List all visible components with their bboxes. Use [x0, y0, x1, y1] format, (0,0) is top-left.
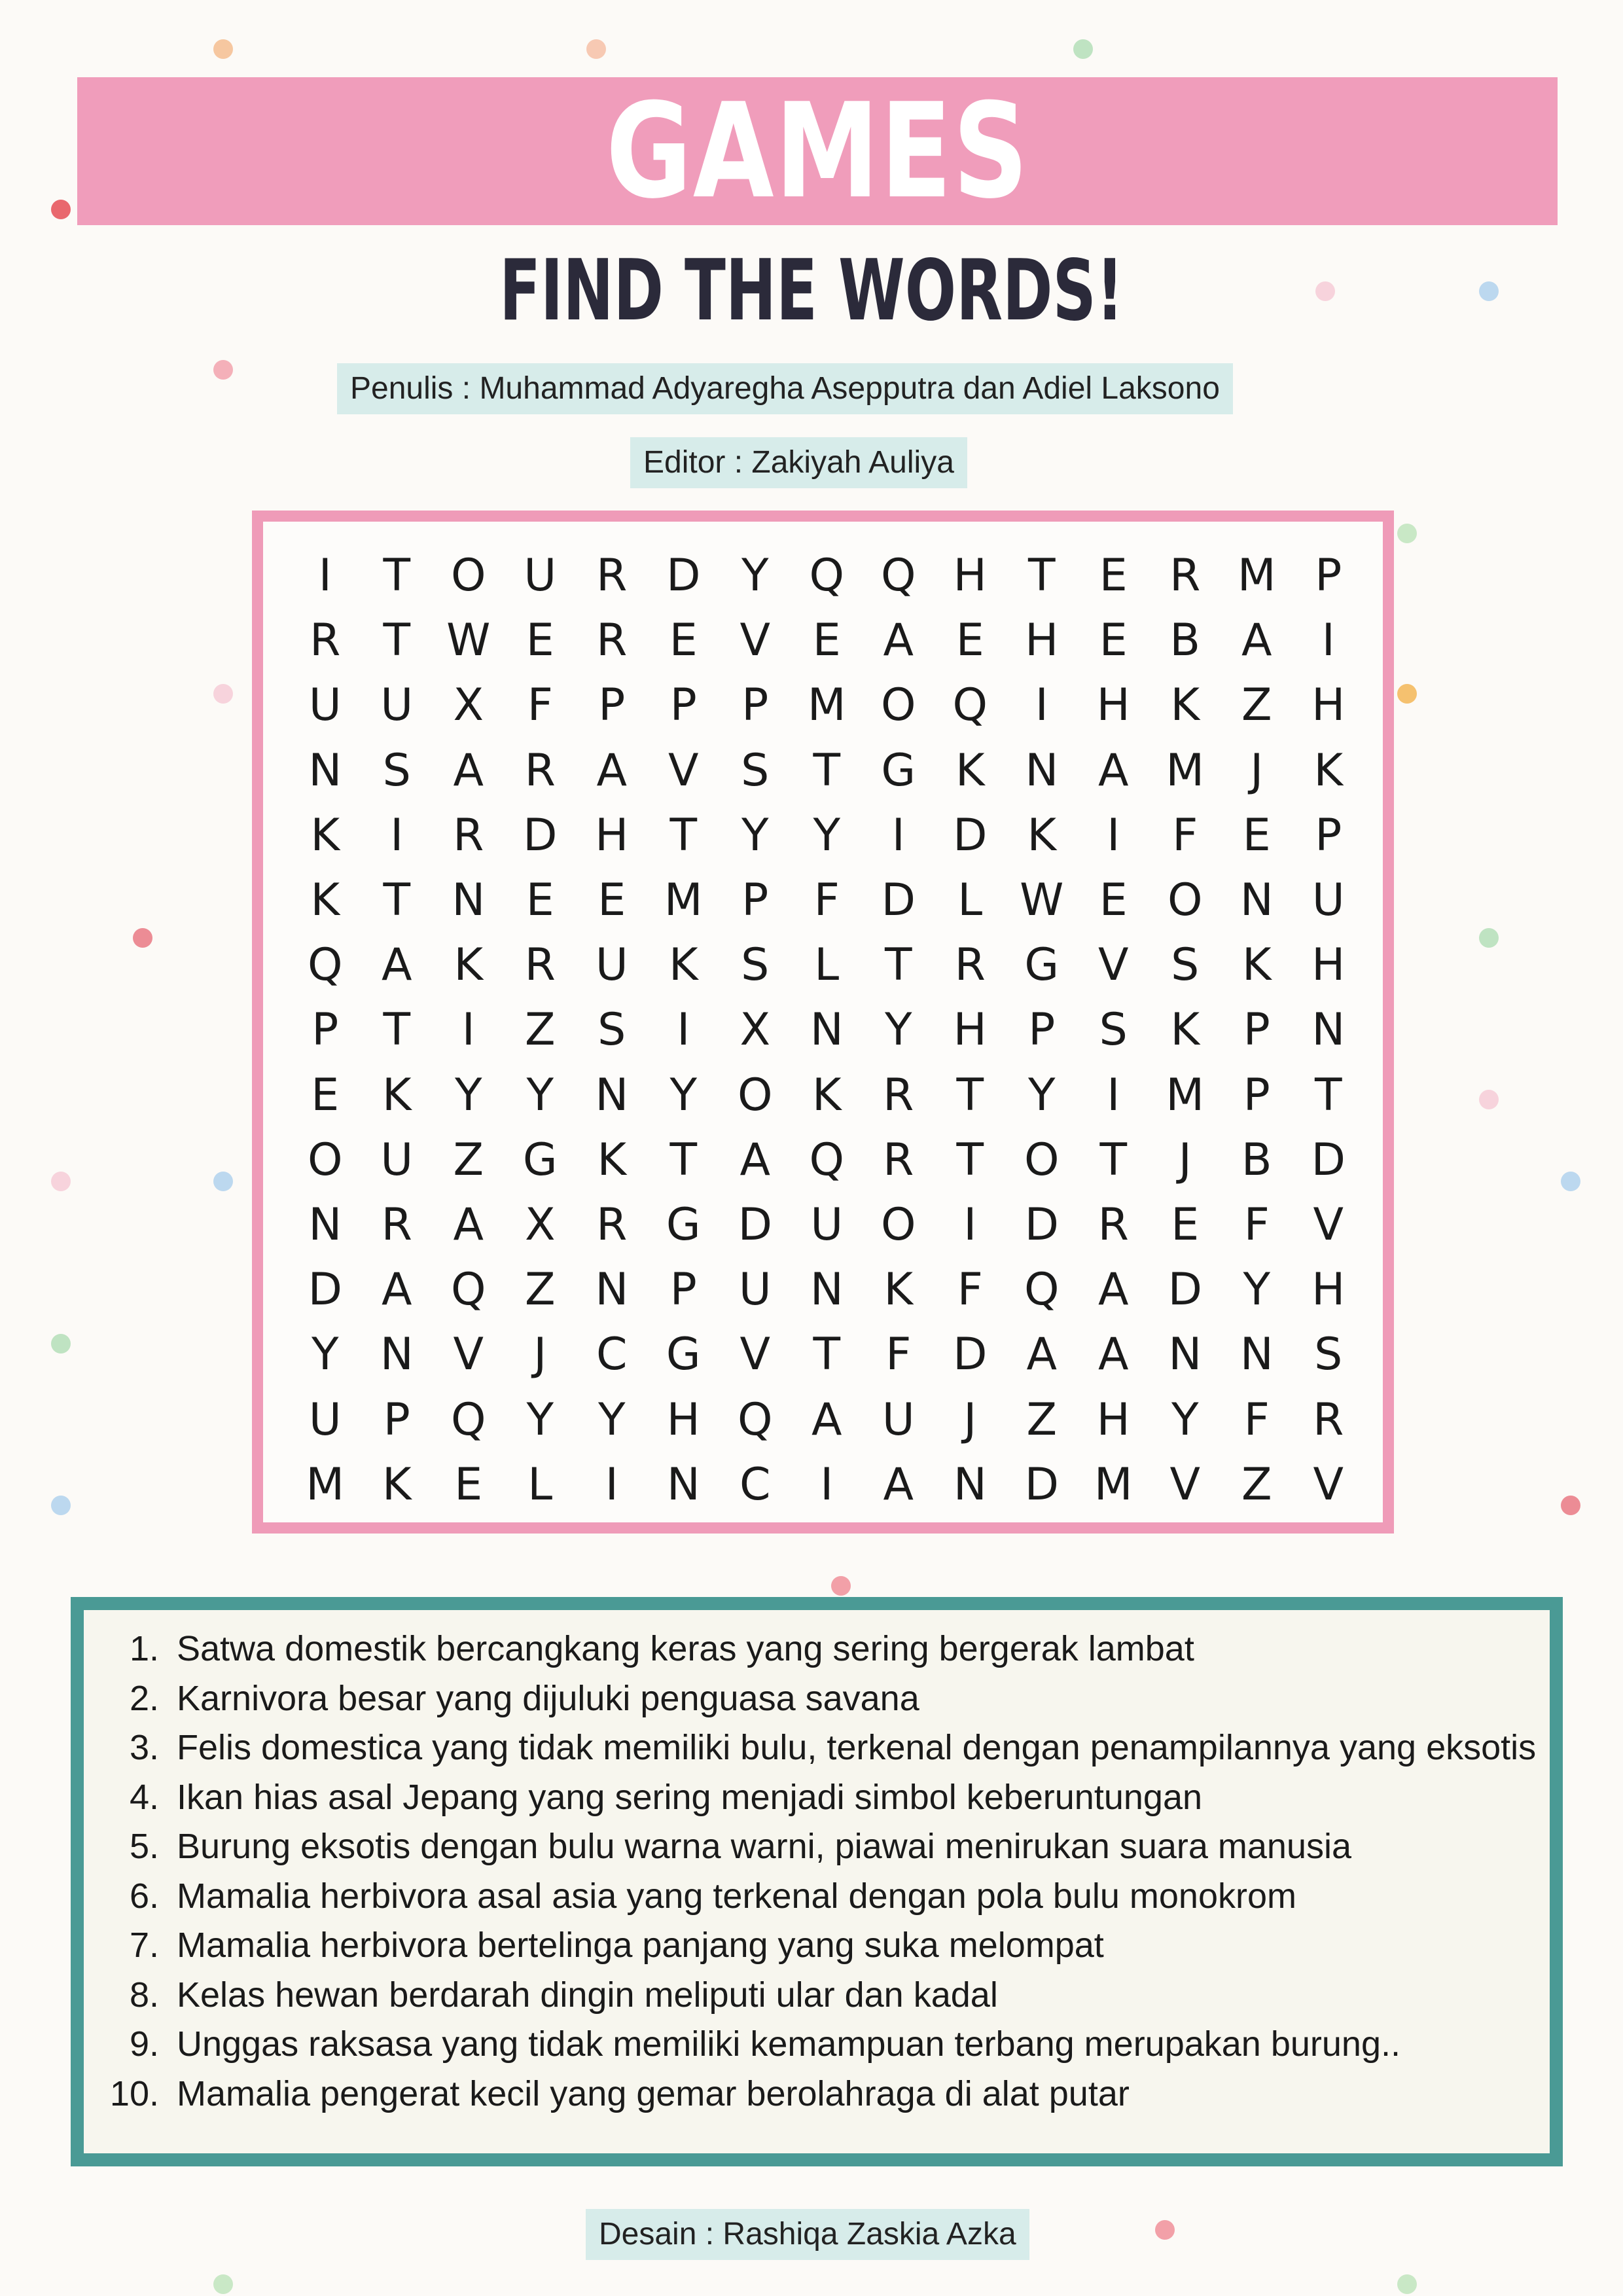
grid-letter[interactable]: D — [953, 809, 988, 861]
grid-letter[interactable]: I — [1107, 1069, 1120, 1121]
grid-letter[interactable]: E — [1099, 550, 1128, 602]
grid-letter[interactable]: B — [1169, 615, 1201, 667]
grid-letter[interactable]: D — [308, 1264, 342, 1316]
grid-letter[interactable]: H — [1311, 939, 1346, 992]
grid-letter[interactable]: Y — [1243, 1264, 1271, 1316]
grid-letter[interactable]: K — [883, 1264, 914, 1316]
grid-letter[interactable]: A — [1097, 1329, 1129, 1381]
grid-letter[interactable]: D — [1311, 1134, 1346, 1186]
grid-letter[interactable]: T — [1099, 1134, 1128, 1186]
grid-letter[interactable]: K — [1170, 679, 1200, 732]
decor-dot — [1155, 2220, 1175, 2240]
grid-letter[interactable]: M — [664, 874, 703, 927]
grid-letter[interactable]: X — [740, 1004, 771, 1056]
grid-letter[interactable]: O — [307, 1134, 343, 1186]
grid-letter[interactable]: Z — [524, 1004, 556, 1056]
grid-letter[interactable]: J — [1250, 744, 1264, 797]
decor-dot — [213, 1172, 233, 1191]
grid-letter[interactable]: P — [669, 1264, 697, 1316]
grid-letter[interactable]: H — [953, 550, 987, 602]
grid-letter[interactable]: F — [813, 874, 840, 927]
grid-letter[interactable]: V — [740, 615, 771, 667]
grid-letter[interactable]: Z — [1026, 1393, 1058, 1446]
grid-letter[interactable]: N — [308, 1198, 342, 1251]
grid-letter[interactable]: W — [1020, 874, 1064, 927]
grid-letter[interactable]: N — [595, 1069, 629, 1121]
grid-letter[interactable]: E — [454, 1458, 483, 1511]
grid-letter[interactable]: I — [318, 550, 332, 602]
grid-letter[interactable]: T — [383, 1004, 411, 1056]
grid-letter[interactable]: I — [461, 1004, 475, 1056]
editor-credit: Editor : Zakiyah Auliya — [630, 437, 967, 488]
grid-letter[interactable]: L — [814, 939, 840, 992]
grid-letter[interactable]: V — [1169, 1458, 1201, 1511]
grid-letter[interactable]: Z — [1241, 679, 1272, 732]
decor-dot — [831, 1576, 851, 1596]
grid-letter[interactable]: C — [740, 1458, 771, 1511]
grid-letter[interactable]: E — [311, 1069, 340, 1121]
grid-letter[interactable]: U — [738, 1264, 772, 1316]
grid-letter[interactable]: T — [669, 809, 698, 861]
grid-letter[interactable]: Y — [813, 809, 841, 861]
grid-letter[interactable]: X — [453, 679, 484, 732]
grid-letter[interactable]: A — [1241, 615, 1272, 667]
grid-letter[interactable]: S — [741, 744, 770, 797]
title-banner — [77, 75, 1558, 228]
grid-letter[interactable]: Z — [453, 1134, 484, 1186]
grid-letter[interactable]: A — [883, 615, 914, 667]
grid-letter[interactable]: H — [1096, 1393, 1130, 1446]
grid-letter[interactable]: J — [963, 1393, 977, 1446]
grid-letter[interactable]: P — [1315, 809, 1342, 861]
grid-letter[interactable]: R — [524, 744, 556, 797]
grid-letter[interactable]: I — [891, 809, 905, 861]
grid-letter[interactable]: P — [1315, 550, 1342, 602]
grid-letter[interactable]: H — [1096, 679, 1130, 732]
decor-dot — [133, 928, 152, 948]
grid-letter[interactable]: Q — [809, 1134, 845, 1186]
grid-letter[interactable]: E — [1171, 1198, 1200, 1251]
grid-letter[interactable]: G — [666, 1198, 701, 1251]
grid-letter[interactable]: T — [383, 615, 411, 667]
grid-letter[interactable]: H — [1311, 1264, 1346, 1316]
grid-letter[interactable]: Y — [1171, 1393, 1199, 1446]
grid-letter[interactable]: A — [1097, 744, 1129, 797]
grid-letter[interactable]: Q — [307, 939, 343, 992]
grid-letter[interactable]: T — [669, 1134, 698, 1186]
grid-letter[interactable]: F — [1172, 809, 1198, 861]
decor-dot — [1479, 928, 1499, 948]
decor-dot — [213, 360, 233, 380]
grid-letter[interactable]: I — [1035, 679, 1048, 732]
grid-letter[interactable]: M — [1237, 550, 1276, 602]
grid-letter[interactable]: L — [527, 1458, 553, 1511]
grid-letter[interactable]: R — [381, 1198, 412, 1251]
grid-letter[interactable]: F — [885, 1329, 912, 1381]
grid-letter[interactable]: N — [595, 1264, 629, 1316]
grid-letter[interactable]: P — [1028, 1004, 1056, 1056]
decor-dot — [1561, 1172, 1580, 1191]
grid-letter[interactable]: I — [390, 809, 404, 861]
grid-letter[interactable]: F — [1243, 1198, 1270, 1251]
grid-letter[interactable]: I — [1321, 615, 1335, 667]
grid-letter[interactable]: N — [1025, 744, 1059, 797]
grid-letter[interactable]: A — [1097, 1264, 1129, 1316]
clue-item: 10. Mamalia pengerat kecil yang gemar berolahraga di alat putar — [169, 2070, 1550, 2119]
grid-letter[interactable]: W — [446, 615, 491, 667]
grid-letter[interactable]: S — [741, 939, 770, 992]
grid-letter[interactable]: C — [596, 1329, 628, 1381]
grid-letter[interactable]: A — [381, 939, 412, 992]
grid-letter[interactable]: J — [533, 1329, 547, 1381]
grid-letter[interactable]: V — [1313, 1458, 1344, 1511]
grid-letter[interactable]: R — [954, 939, 986, 992]
grid-letter[interactable]: T — [813, 744, 841, 797]
grid-letter[interactable]: N — [1168, 1329, 1202, 1381]
grid-letter[interactable]: Y — [454, 1069, 482, 1121]
decor-dot — [1073, 39, 1093, 59]
grid-letter[interactable]: Q — [952, 679, 988, 732]
design-credit: Desain : Rashiqa Zaskia Azka — [586, 2209, 1029, 2260]
grid-letter[interactable]: A — [453, 1198, 484, 1251]
grid-letter[interactable]: K — [310, 874, 340, 927]
grid-letter[interactable]: U — [810, 1198, 844, 1251]
grid-letter[interactable]: E — [526, 615, 554, 667]
grid-letter[interactable]: R — [1313, 1393, 1344, 1446]
grid-letter[interactable]: I — [1107, 809, 1120, 861]
grid-letter[interactable]: R — [310, 615, 341, 667]
grid-letter[interactable]: S — [597, 1004, 626, 1056]
grid-letter[interactable]: A — [453, 744, 484, 797]
grid-letter[interactable]: F — [1243, 1393, 1270, 1446]
grid-letter[interactable]: Y — [526, 1069, 554, 1121]
decor-dot — [1397, 524, 1417, 543]
grid-letter[interactable]: R — [524, 939, 556, 992]
grid-letter[interactable]: B — [1241, 1134, 1272, 1186]
grid-letter[interactable]: R — [596, 1198, 628, 1251]
grid-letter[interactable]: K — [1170, 1004, 1200, 1056]
grid-letter[interactable]: K — [812, 1069, 842, 1121]
grid-letter[interactable]: K — [668, 939, 698, 992]
grid-letter[interactable]: K — [310, 809, 340, 861]
grid-letter[interactable]: I — [605, 1458, 618, 1511]
grid-letter[interactable]: N — [1240, 874, 1274, 927]
clue-item: 6. Mamalia herbivora asal asia yang terkenal dengan pola bulu monokrom — [169, 1872, 1550, 1922]
grid-letter[interactable]: N — [810, 1004, 844, 1056]
grid-letter[interactable]: M — [1094, 1458, 1133, 1511]
grid-letter[interactable]: I — [820, 1458, 834, 1511]
grid-letter[interactable]: M — [807, 679, 846, 732]
grid-letter[interactable]: N — [452, 874, 486, 927]
grid-letter[interactable]: G — [666, 1329, 701, 1381]
writer-credit: Penulis : Muhammad Adyaregha Asepputra dan Adiel Laksono — [337, 363, 1233, 414]
clue-item: 9. Unggas raksasa yang tidak memiliki kemampuan terbang merupakan burung.. — [169, 2020, 1550, 2070]
grid-letter[interactable]: N — [1311, 1004, 1346, 1056]
grid-letter[interactable]: N — [1240, 1329, 1274, 1381]
grid-letter[interactable]: T — [813, 1329, 841, 1381]
clue-item: 3. Felis domestica yang tidak memiliki bulu, terkenal dengan penampilannya yang eksotis — [169, 1723, 1551, 1773]
grid-letter[interactable]: Y — [311, 1329, 339, 1381]
grid-letter[interactable]: G — [1024, 939, 1060, 992]
grid-letter[interactable]: U — [524, 550, 557, 602]
grid-letter[interactable]: E — [1099, 874, 1128, 927]
page-subtitle: FIND THE WORDS! — [499, 242, 1124, 340]
grid-letter[interactable]: P — [383, 1393, 410, 1446]
grid-letter[interactable]: O — [450, 550, 486, 602]
grid-letter[interactable]: Y — [741, 550, 769, 602]
grid-letter[interactable]: K — [955, 744, 985, 797]
grid-letter[interactable]: P — [741, 679, 769, 732]
grid-letter[interactable]: R — [883, 1134, 914, 1186]
grid-letter[interactable]: A — [1026, 1329, 1058, 1381]
grid-letter[interactable]: V — [453, 1329, 484, 1381]
grid-letter[interactable]: Y — [597, 1393, 626, 1446]
grid-letter[interactable]: Q — [450, 1264, 486, 1316]
decor-dot — [1397, 2274, 1417, 2294]
grid-letter[interactable]: K — [1241, 939, 1272, 992]
decor-dot — [213, 39, 233, 59]
decor-dot — [51, 1334, 71, 1354]
grid-letter[interactable]: D — [1024, 1458, 1059, 1511]
grid-letter[interactable]: M — [1166, 744, 1205, 797]
grid-letter[interactable]: Y — [741, 809, 769, 861]
grid-letter[interactable]: Q — [880, 550, 916, 602]
grid-letter[interactable]: Q — [1024, 1264, 1060, 1316]
grid-letter[interactable]: L — [957, 874, 983, 927]
grid-letter[interactable]: A — [811, 1393, 842, 1446]
grid-letter[interactable]: Q — [809, 550, 845, 602]
grid-letter[interactable]: X — [524, 1198, 556, 1251]
grid-letter[interactable]: V — [1097, 939, 1129, 992]
grid-letter[interactable]: P — [312, 1004, 339, 1056]
decor-dot — [1479, 281, 1499, 301]
grid-letter[interactable]: P — [741, 874, 769, 927]
grid-letter[interactable]: I — [963, 1198, 977, 1251]
grid-letter[interactable]: I — [677, 1004, 690, 1056]
word-search-grid — [289, 543, 1364, 1517]
grid-letter[interactable]: P — [669, 679, 697, 732]
grid-letter[interactable]: Y — [1027, 1069, 1056, 1121]
grid-letter[interactable]: S — [1171, 939, 1200, 992]
grid-letter[interactable]: A — [883, 1458, 914, 1511]
grid-letter[interactable]: R — [883, 1069, 914, 1121]
grid-letter[interactable]: A — [381, 1264, 412, 1316]
grid-letter[interactable]: P — [598, 679, 626, 732]
decor-dot — [213, 2274, 233, 2294]
grid-letter[interactable]: S — [1099, 1004, 1128, 1056]
grid-letter[interactable]: E — [669, 615, 698, 667]
decor-dot — [1561, 1496, 1580, 1515]
grid-letter[interactable]: V — [668, 744, 699, 797]
grid-letter[interactable]: G — [522, 1134, 558, 1186]
grid-letter[interactable]: U — [1311, 874, 1345, 927]
grid-letter[interactable]: K — [1027, 809, 1057, 861]
grid-letter[interactable]: K — [597, 1134, 627, 1186]
page-title: GAMES — [605, 75, 1029, 228]
grid-letter[interactable]: A — [596, 744, 628, 797]
grid-letter[interactable]: Q — [737, 1393, 773, 1446]
grid-letter[interactable]: K — [382, 1069, 412, 1121]
clue-item: 4. Ikan hias asal Jepang yang sering menjadi simbol keberuntungan — [169, 1773, 1550, 1823]
grid-letter[interactable]: V — [1313, 1198, 1344, 1251]
grid-letter[interactable]: H — [1311, 679, 1346, 732]
grid-letter[interactable]: Z — [524, 1264, 556, 1316]
grid-letter[interactable]: R — [596, 550, 628, 602]
grid-letter[interactable]: U — [308, 679, 342, 732]
grid-letter[interactable]: U — [380, 679, 414, 732]
grid-letter[interactable]: E — [955, 615, 984, 667]
grid-letter[interactable]: O — [880, 1198, 916, 1251]
grid-letter[interactable]: E — [1099, 615, 1128, 667]
clue-list — [84, 1624, 1550, 2119]
grid-letter[interactable]: M — [1166, 1069, 1205, 1121]
grid-letter[interactable]: D — [953, 1329, 988, 1381]
grid-letter[interactable]: U — [308, 1393, 342, 1446]
grid-letter[interactable]: Y — [669, 1069, 698, 1121]
grid-letter[interactable]: D — [881, 874, 916, 927]
grid-letter[interactable]: F — [527, 679, 553, 732]
grid-letter[interactable]: O — [1167, 874, 1203, 927]
grid-letter[interactable]: H — [595, 809, 629, 861]
grid-letter[interactable]: R — [453, 809, 484, 861]
grid-letter[interactable]: S — [1314, 1329, 1343, 1381]
grid-letter[interactable]: O — [880, 679, 916, 732]
grid-letter[interactable]: V — [740, 1329, 771, 1381]
grid-letter[interactable]: N — [380, 1329, 414, 1381]
grid-letter[interactable]: Q — [450, 1393, 486, 1446]
decor-dot — [1479, 1090, 1499, 1109]
grid-letter[interactable]: D — [738, 1198, 772, 1251]
grid-letter[interactable]: H — [666, 1393, 700, 1446]
clue-item: 8. Kelas hewan berdarah dingin meliputi ular dan kadal — [169, 1971, 1550, 2020]
grid-letter[interactable]: E — [812, 615, 841, 667]
grid-letter[interactable]: P — [1243, 1069, 1270, 1121]
grid-letter[interactable]: U — [595, 939, 628, 992]
grid-letter[interactable]: K — [454, 939, 484, 992]
grid-letter[interactable]: U — [882, 1393, 915, 1446]
grid-letter[interactable]: N — [810, 1264, 844, 1316]
grid-letter[interactable]: Z — [1241, 1458, 1272, 1511]
decor-dot — [51, 1172, 71, 1191]
grid-letter[interactable]: D — [523, 809, 558, 861]
grid-letter[interactable]: S — [382, 744, 411, 797]
decor-dot — [586, 39, 606, 59]
clue-item: 5. Burung eksotis dengan bulu warna warni, piawai menirukan suara manusia — [169, 1822, 1550, 1872]
clue-item: 1. Satwa domestik bercangkang keras yang sering bergerak lambat — [169, 1624, 1550, 1674]
grid-letter[interactable]: O — [1024, 1134, 1060, 1186]
grid-letter[interactable]: N — [666, 1458, 700, 1511]
clue-item: 7. Mamalia herbivora bertelinga panjang yang suka melompat — [169, 1921, 1550, 1971]
grid-letter[interactable]: U — [380, 1134, 414, 1186]
grid-letter[interactable]: G — [881, 744, 916, 797]
clue-item: 2. Karnivora besar yang dijuluki penguasa savana — [169, 1674, 1550, 1724]
grid-letter[interactable]: T — [956, 1134, 984, 1186]
decor-dot — [51, 1496, 71, 1515]
grid-letter[interactable]: E — [526, 874, 554, 927]
grid-letter[interactable]: T — [383, 550, 411, 602]
decor-dot — [51, 200, 71, 219]
grid-letter[interactable]: J — [1178, 1134, 1192, 1186]
grid-letter[interactable]: K — [382, 1458, 412, 1511]
grid-letter[interactable]: T — [956, 1069, 984, 1121]
grid-letter[interactable]: F — [957, 1264, 983, 1316]
grid-letter[interactable]: E — [597, 874, 626, 927]
grid-letter[interactable]: K — [1313, 744, 1344, 797]
grid-letter[interactable]: E — [1242, 809, 1271, 861]
grid-letter[interactable]: H — [1025, 615, 1059, 667]
grid-letter[interactable]: T — [884, 939, 912, 992]
clue-box — [71, 1597, 1563, 2166]
grid-letter[interactable]: Y — [884, 1004, 912, 1056]
grid-letter[interactable]: D — [1168, 1264, 1202, 1316]
decor-dot — [1397, 684, 1417, 704]
grid-letter[interactable]: O — [737, 1069, 773, 1121]
grid-letter[interactable]: A — [740, 1134, 771, 1186]
grid-letter[interactable]: D — [1024, 1198, 1059, 1251]
grid-letter[interactable]: R — [596, 615, 628, 667]
grid-letter[interactable]: M — [306, 1458, 345, 1511]
grid-letter[interactable]: Y — [526, 1393, 554, 1446]
grid-letter[interactable]: H — [953, 1004, 987, 1056]
grid-letter[interactable]: T — [1314, 1069, 1342, 1121]
grid-letter[interactable]: T — [1027, 550, 1056, 602]
grid-letter[interactable]: P — [1243, 1004, 1270, 1056]
decor-dot — [213, 684, 233, 704]
grid-letter[interactable]: R — [1169, 550, 1201, 602]
grid-letter[interactable]: T — [383, 874, 411, 927]
grid-letter[interactable]: N — [953, 1458, 987, 1511]
grid-letter[interactable]: N — [308, 744, 342, 797]
grid-letter[interactable]: R — [1097, 1198, 1129, 1251]
grid-letter[interactable]: D — [666, 550, 701, 602]
